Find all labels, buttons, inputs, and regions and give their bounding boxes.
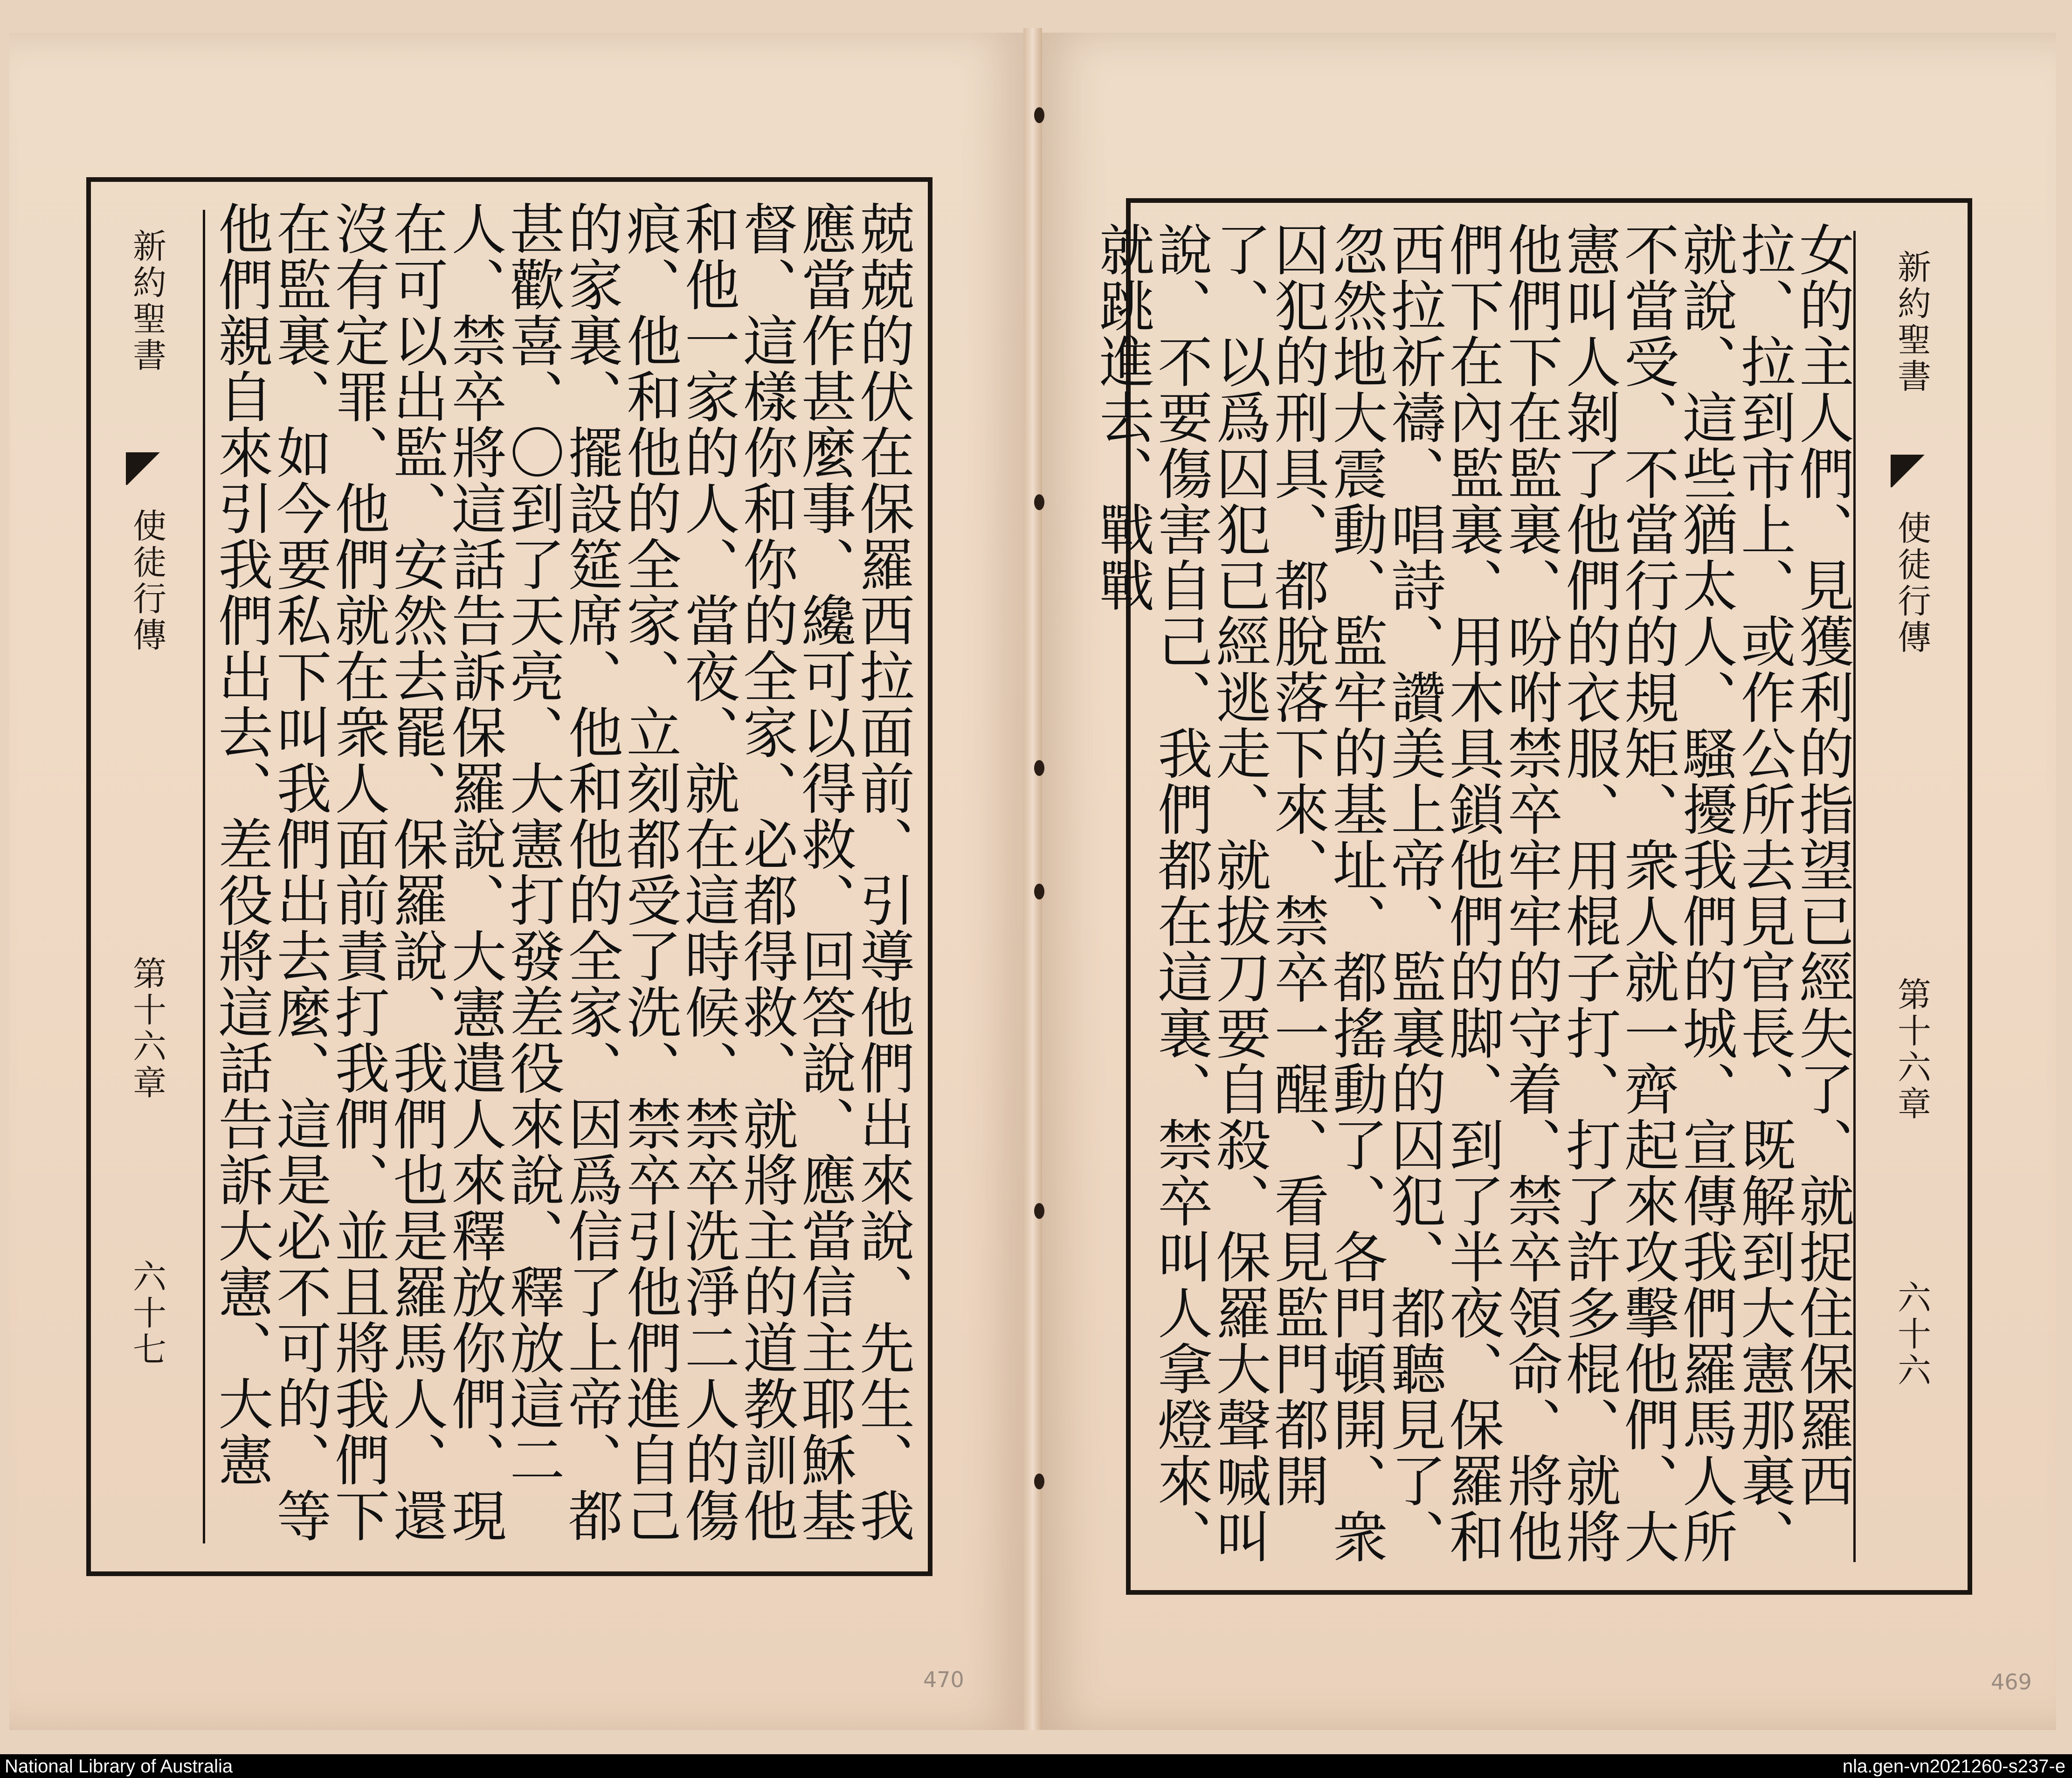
left-book-name: 使徒行傳 [127,508,166,654]
right-ornament-mark [1891,455,1933,487]
binding-hole [1034,1474,1044,1489]
right-running-title: 新約聖書 [1892,249,1931,395]
left-body-text: 兢兢的伏在保羅西拉面前、引導他們出來說、先生、我應當作甚麼事、纔可以得救、回答說、應當信主耶穌基督、這樣你和你的全家、必都得救、就將主的道教訓他和他一家的人、當夜、就在這時候、禁卒洗淨二人的傷痕、他和他的全家、立刻都受了洗、禁卒引他們進自己的家裏、擺設筵席、他和他的全家、因爲信了上帝、都甚歡喜、〇到了天亮、大憲打發差役來說、釋放這二人、禁卒將這話告訴保羅說、大憲遣人來釋放你們、現在可以出監、安然去罷、保羅說、我們也是羅馬人、還沒有定罪、他們就在衆人面前責打我們、並且將我們下在監裏、如今要私下叫我們出去麼、這是必不可的、等他們親自來引我們出去、差役將這話告訴大憲、大憲 [209,201,915,1543]
left-ornament-mark [126,452,168,485]
left-page-number: 六十七 [127,1259,166,1368]
institution-credit: National Library of Australia [5,1756,233,1777]
right-page-number: 六十六 [1892,1280,1931,1389]
left-running-title: 新約聖書 [127,228,166,374]
binding-hole [1034,494,1044,510]
left-running-head [91,210,205,1543]
credit-bar [0,1754,2072,1778]
right-chapter-label: 第十六章 [1892,977,1931,1122]
right-book-name: 使徒行傳 [1892,511,1931,656]
item-identifier: nla.gen-vn2021260-s237-e [1842,1756,2065,1777]
binding-hole [1034,1203,1044,1219]
binding-hole [1034,760,1044,776]
left-chapter-label: 第十六章 [127,956,166,1101]
right-pencil-folio: 469 [1991,1669,2032,1695]
binding-hole [1034,884,1044,899]
right-body-text: 女的主人們、見獲利的指望已經失了、就捉住保羅西拉、拉到市上、或作公所去見官長、既解到大憲那裏、就說、這些猶太人、騷擾我們的城、宣傳我們羅馬人所不當受、不當行的規矩、衆人就一齊起來攻擊他們、大憲叫人剝了他們的衣服、用棍子打、打了許多棍、就將他們下在監裏、吩咐禁卒牢牢的守着、禁卒領命、將他們下在內監裏、用木具鎖他們的脚、到了半夜、保羅和西拉祈禱、唱詩、讚美上帝、監裏的囚犯、都聽見了、忽然地大震動、監牢的基址、都搖動了、各門頓開、衆囚犯的刑具、都脫落下來、禁卒一醒、看見監門都開了、以爲囚犯已經逃走、就拔刀要自殺、保羅大聲喊叫說、不要傷害自己、我們都在這裏、禁卒叫人拿燈來、就跳進去、戰戰 [1090,221,1854,1564]
binding-hole [1034,107,1044,123]
left-pencil-folio: 470 [923,1667,964,1692]
right-running-head [1853,231,1968,1562]
left-text-frame [86,177,932,1576]
right-text-frame [1090,198,1972,1595]
